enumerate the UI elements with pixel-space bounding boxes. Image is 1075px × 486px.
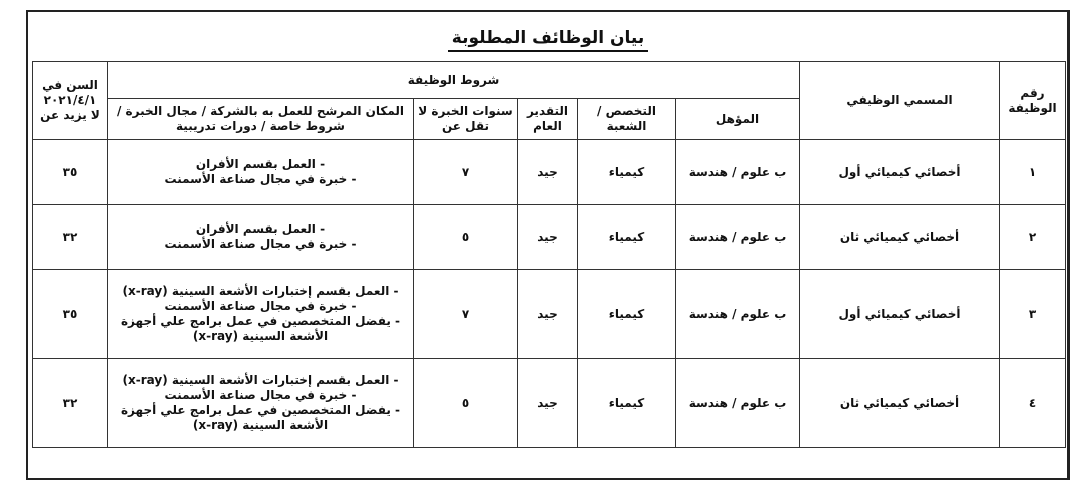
place-line: - العمل بقسم إختبارات الأشعة السينية (x-ray) bbox=[122, 284, 399, 298]
grade-cell: جيد bbox=[518, 140, 578, 205]
header-age-line3: لا يزيد عن bbox=[40, 108, 100, 122]
place-line: الأشعة السينية (x-ray) bbox=[192, 418, 329, 432]
table-row bbox=[33, 140, 1066, 205]
place-cell bbox=[108, 205, 414, 270]
job-title-cell: أخصائي كيميائي أول bbox=[800, 140, 1000, 205]
qualification-cell: ب علوم / هندسة bbox=[676, 270, 800, 359]
header-place: المكان المرشح للعمل به بالشركة / مجال الخبرة / شروط خاصة / دورات تدريبية bbox=[108, 99, 414, 140]
header-specialization: التخصص / الشعبة bbox=[578, 99, 676, 140]
qualification-cell: ب علوم / هندسة bbox=[676, 140, 800, 205]
age-cell: ٣٥ bbox=[33, 270, 108, 359]
place-line: - العمل بقسم إختبارات الأشعة السينية (x-ray) bbox=[122, 373, 399, 387]
place-line: - خبرة في مجال صناعة الأسمنت bbox=[164, 237, 357, 251]
place-line: - العمل بقسم الأفران bbox=[195, 157, 326, 171]
age-cell: ٣٢ bbox=[33, 359, 108, 448]
job-number-cell: ٢ bbox=[1000, 205, 1066, 270]
experience-cell: ٥ bbox=[414, 205, 518, 270]
job-title-cell: أخصائي كيميائي أول bbox=[800, 270, 1000, 359]
grade-cell: جيد bbox=[518, 270, 578, 359]
grade-cell: جيد bbox=[518, 359, 578, 448]
place-cell bbox=[108, 270, 414, 359]
specialization-cell: كيمياء bbox=[578, 359, 676, 448]
document-title: بيان الوظائف المطلوبة bbox=[448, 28, 648, 52]
table-row bbox=[33, 359, 1066, 448]
jobs-table bbox=[32, 61, 1066, 448]
table-row bbox=[33, 270, 1066, 359]
table-row bbox=[33, 205, 1066, 270]
job-title-cell: أخصائي كيميائي ثان bbox=[800, 359, 1000, 448]
header-age-line2: ٢٠٢١/٤/١ bbox=[43, 93, 97, 107]
grade-cell: جيد bbox=[518, 205, 578, 270]
qualification-cell: ب علوم / هندسة bbox=[676, 205, 800, 270]
job-number-cell: ١ bbox=[1000, 140, 1066, 205]
header-conditions-group: شروط الوظيفة bbox=[108, 62, 800, 99]
document-title-wrap bbox=[26, 28, 1070, 48]
job-number-cell: ٤ bbox=[1000, 359, 1066, 448]
job-number-cell: ٣ bbox=[1000, 270, 1066, 359]
header-grade: التقدير العام bbox=[518, 99, 578, 140]
header-age bbox=[33, 62, 108, 140]
place-line: - يفضل المتخصصين في عمل برامج علي أجهزة bbox=[120, 403, 401, 417]
place-line: - يفضل المتخصصين في عمل برامج علي أجهزة bbox=[120, 314, 401, 328]
specialization-cell: كيمياء bbox=[578, 205, 676, 270]
place-cell bbox=[108, 140, 414, 205]
header-job-number: رقم الوظيفة bbox=[1000, 62, 1066, 140]
experience-cell: ٧ bbox=[414, 270, 518, 359]
header-qualification: المؤهل bbox=[676, 99, 800, 140]
header-experience-years: سنوات الخبرة لا تقل عن bbox=[414, 99, 518, 140]
header-age-line1: السن في bbox=[42, 78, 98, 92]
place-cell bbox=[108, 359, 414, 448]
header-job-title: المسمي الوظيفي bbox=[800, 62, 1000, 140]
experience-cell: ٥ bbox=[414, 359, 518, 448]
age-cell: ٣٥ bbox=[33, 140, 108, 205]
experience-cell: ٧ bbox=[414, 140, 518, 205]
age-cell: ٣٢ bbox=[33, 205, 108, 270]
job-title-cell: أخصائي كيميائي ثان bbox=[800, 205, 1000, 270]
specialization-cell: كيمياء bbox=[578, 140, 676, 205]
place-line: الأشعة السينية (x-ray) bbox=[192, 329, 329, 343]
place-line: - العمل بقسم الأفران bbox=[195, 222, 326, 236]
specialization-cell: كيمياء bbox=[578, 270, 676, 359]
place-line: - خبرة في مجال صناعة الأسمنت bbox=[164, 299, 357, 313]
place-line: - خبرة في مجال صناعة الأسمنت bbox=[164, 388, 357, 402]
place-line: - خبرة في مجال صناعة الأسمنت bbox=[164, 172, 357, 186]
qualification-cell: ب علوم / هندسة bbox=[676, 359, 800, 448]
